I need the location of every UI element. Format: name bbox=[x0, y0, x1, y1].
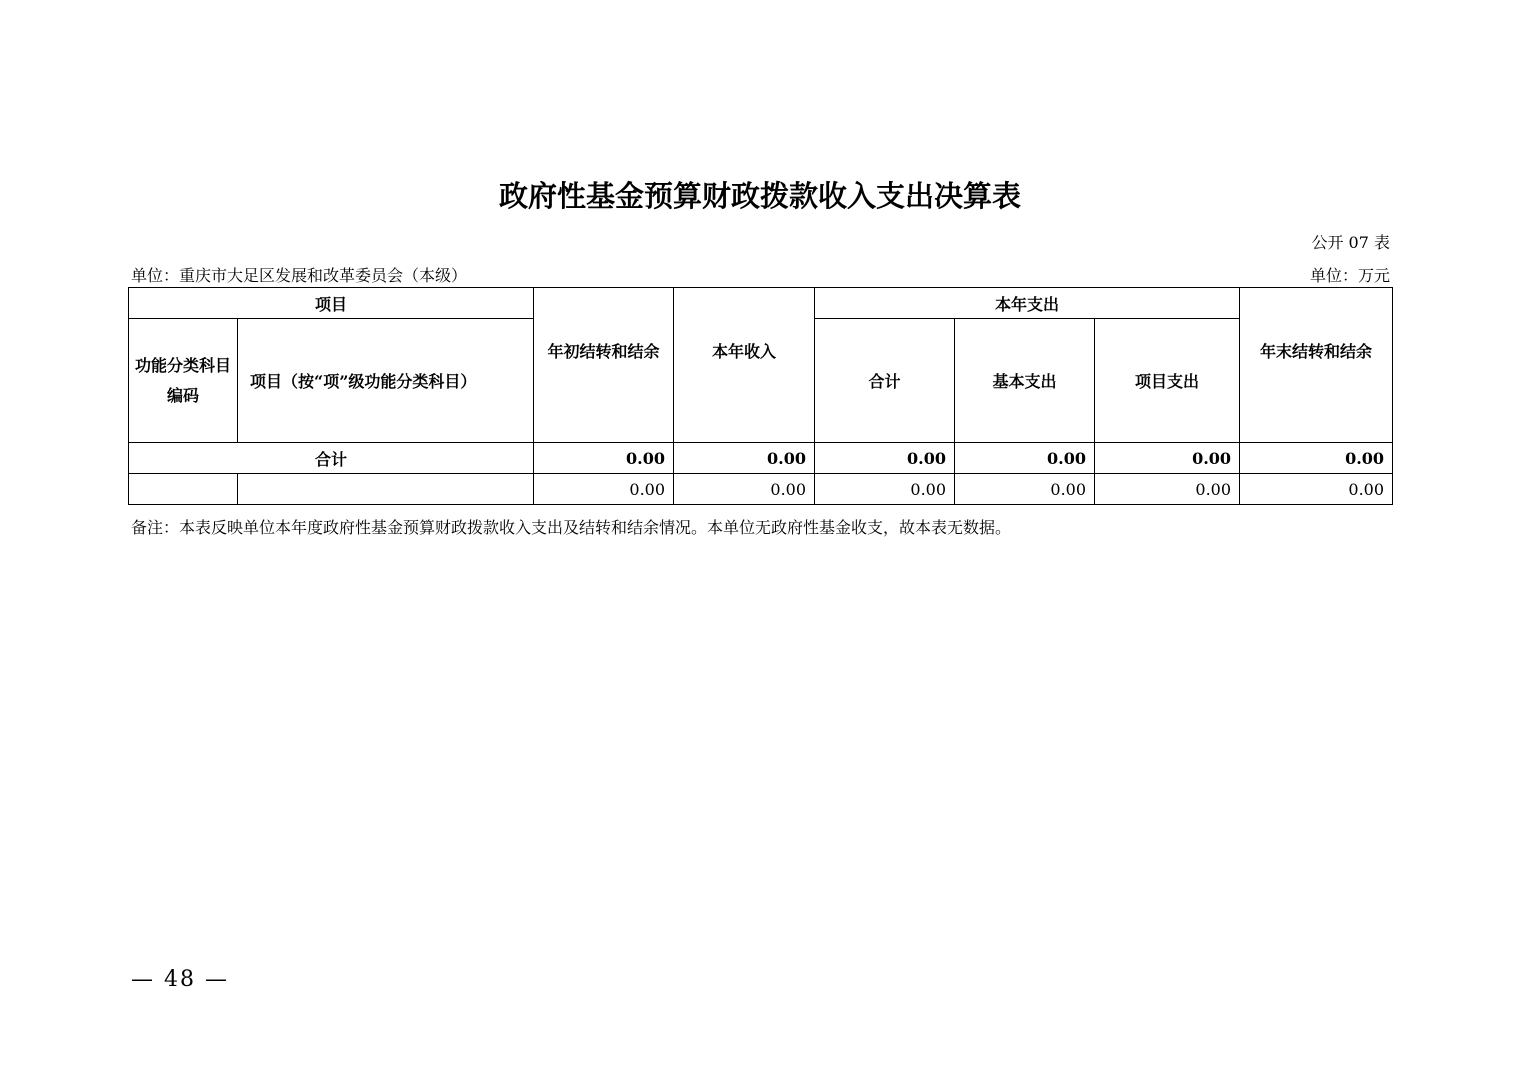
header-exp-total: 合计 bbox=[815, 319, 955, 443]
currency-unit: 单位：万元 bbox=[1309, 266, 1390, 285]
table-row bbox=[129, 474, 1393, 505]
row-item-name bbox=[238, 474, 534, 505]
total-exp-total: 0.00 bbox=[815, 443, 955, 474]
row-exp-basic: 0.00 bbox=[955, 474, 1095, 505]
row-closing-balance: 0.00 bbox=[1240, 474, 1393, 505]
header-exp-basic: 基本支出 bbox=[955, 319, 1095, 443]
header-expenditure: 本年支出 bbox=[815, 288, 1240, 319]
header-opening-balance: 年初结转和结余 bbox=[534, 288, 674, 443]
page-number: — 48 — bbox=[131, 967, 229, 992]
header-func-code: 功能分类科目编码 bbox=[129, 319, 238, 443]
form-number: 公开 07 表 bbox=[1311, 233, 1390, 252]
header-exp-project: 项目支出 bbox=[1095, 319, 1240, 443]
table-note: 备注：本表反映单位本年度政府性基金预算财政拨款收入支出及结转和结余情况。本单位无政府性基金收支，故本表无数据。 bbox=[131, 518, 1012, 537]
budget-table bbox=[128, 287, 1393, 505]
row-exp-total: 0.00 bbox=[815, 474, 955, 505]
header-item-name: 项目（按“项”级功能分类科目） bbox=[238, 319, 534, 443]
total-exp-project: 0.00 bbox=[1095, 443, 1240, 474]
total-closing-balance: 0.00 bbox=[1240, 443, 1393, 474]
total-row bbox=[129, 443, 1393, 474]
header-income: 本年收入 bbox=[674, 288, 815, 443]
header-row-1 bbox=[129, 288, 1393, 319]
page-title: 政府性基金预算财政拨款收入支出决算表 bbox=[498, 179, 1021, 213]
row-opening-balance: 0.00 bbox=[534, 474, 674, 505]
total-income: 0.00 bbox=[674, 443, 815, 474]
total-exp-basic: 0.00 bbox=[955, 443, 1095, 474]
header-item: 项目 bbox=[129, 288, 534, 319]
row-exp-project: 0.00 bbox=[1095, 474, 1240, 505]
row-income: 0.00 bbox=[674, 474, 815, 505]
total-opening-balance: 0.00 bbox=[534, 443, 674, 474]
reporting-unit: 单位：重庆市大足区发展和改革委员会（本级） bbox=[131, 266, 468, 285]
row-func-code bbox=[129, 474, 238, 505]
header-closing-balance: 年末结转和结余 bbox=[1240, 288, 1393, 443]
total-label: 合计 bbox=[129, 443, 534, 474]
